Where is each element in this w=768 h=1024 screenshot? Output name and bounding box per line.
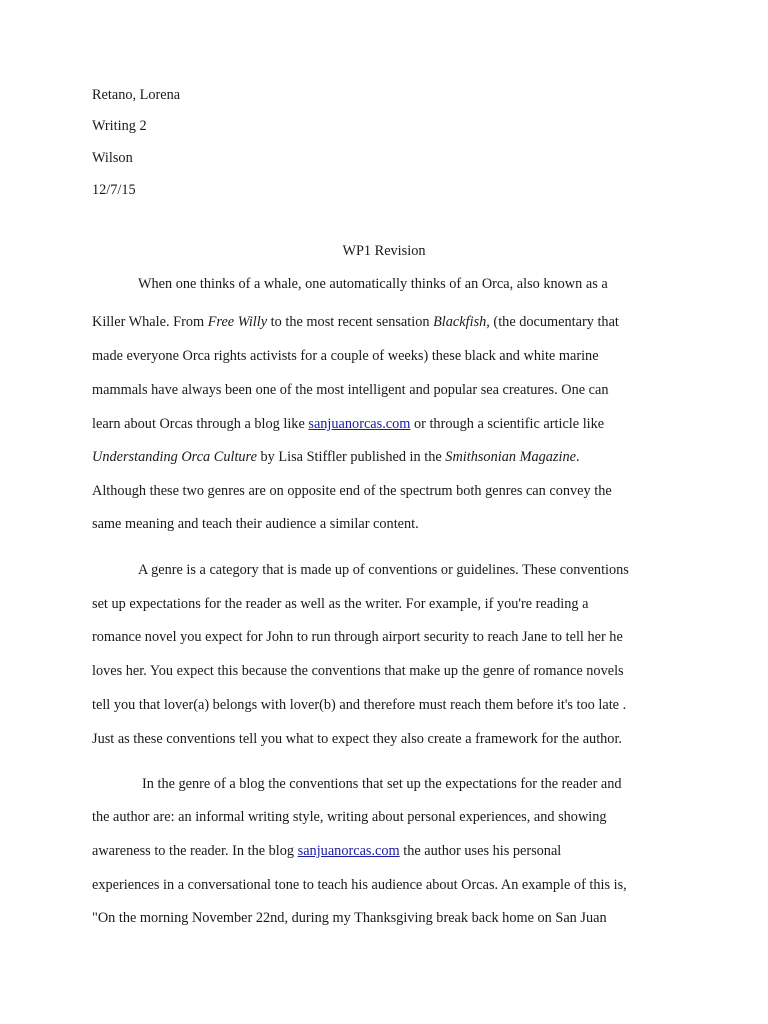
paragraph-2-line: A genre is a category that is made up of conventions or guidelines. These conventions — [138, 562, 629, 578]
author-name: Retano, Lorena — [92, 87, 181, 103]
document-date: 12/7/15 — [92, 182, 136, 198]
film-title: Free Willy — [207, 314, 268, 330]
blog-link[interactable]: sanjuanorcas.com — [308, 416, 411, 432]
paragraph-1-line: Although these two genres are on opposite end of the spectrum both genres can convey the — [92, 483, 612, 499]
blog-link[interactable]: sanjuanorcas.com — [297, 843, 400, 859]
instructor-name: Wilson — [92, 150, 133, 166]
paragraph-2-line: tell you that lover(a) belongs with lover(b) and therefore must reach them before it's too late . — [92, 697, 627, 713]
paragraph-3-line: "On the morning November 22nd, during my Thanksgiving break back home on San Juan — [92, 910, 607, 926]
paragraph-1-line: Understanding Orca Culture by Lisa Stiffler published in the Smithsonian Magazine. — [92, 449, 580, 465]
paragraph-2-line: loves her. You expect this because the conventions that make up the genre of romance novels — [92, 663, 624, 679]
paragraph-3-line: In the genre of a blog the conventions that set up the expectations for the reader and — [142, 776, 622, 792]
paragraph-3-line: the author are: an informal writing style, writing about personal experiences, and showing — [92, 809, 607, 825]
course-name: Writing 2 — [92, 118, 147, 134]
paragraph-3-line: awareness to the reader. In the blog sanjuanorcas.com the author uses his personal — [92, 843, 562, 859]
paragraph-2-line: set up expectations for the reader as well as the writer. For example, if you're reading a — [92, 596, 589, 612]
paragraph-2-line: romance novel you expect for John to run through airport security to reach Jane to tell her he — [92, 629, 623, 645]
paragraph-1-line: When one thinks of a whale, one automatically thinks of an Orca, also known as a — [138, 276, 608, 292]
paragraph-1-line: same meaning and teach their audience a similar content. — [92, 516, 419, 532]
magazine-title: Smithsonian Magazine — [445, 449, 576, 465]
document-title: WP1 Revision — [342, 243, 426, 259]
article-title: Understanding Orca Culture — [92, 449, 257, 465]
film-title: Blackfish, — [433, 314, 490, 330]
paragraph-2-line: Just as these conventions tell you what to expect they also create a framework for the author. — [92, 731, 623, 747]
paragraph-1-line: mammals have always been one of the most intelligent and popular sea creatures. One can — [92, 382, 609, 398]
paragraph-3-line: experiences in a conversational tone to teach his audience about Orcas. An example of this is, — [92, 877, 627, 893]
paragraph-1-line: made everyone Orca rights activists for a couple of weeks) these black and white marine — [92, 348, 599, 364]
paragraph-1-line: Killer Whale. From Free Willy to the most recent sensation Blackfish, (the documentary that — [92, 314, 619, 330]
paragraph-1-line: learn about Orcas through a blog like sanjuanorcas.com or through a scientific article like — [92, 416, 605, 432]
